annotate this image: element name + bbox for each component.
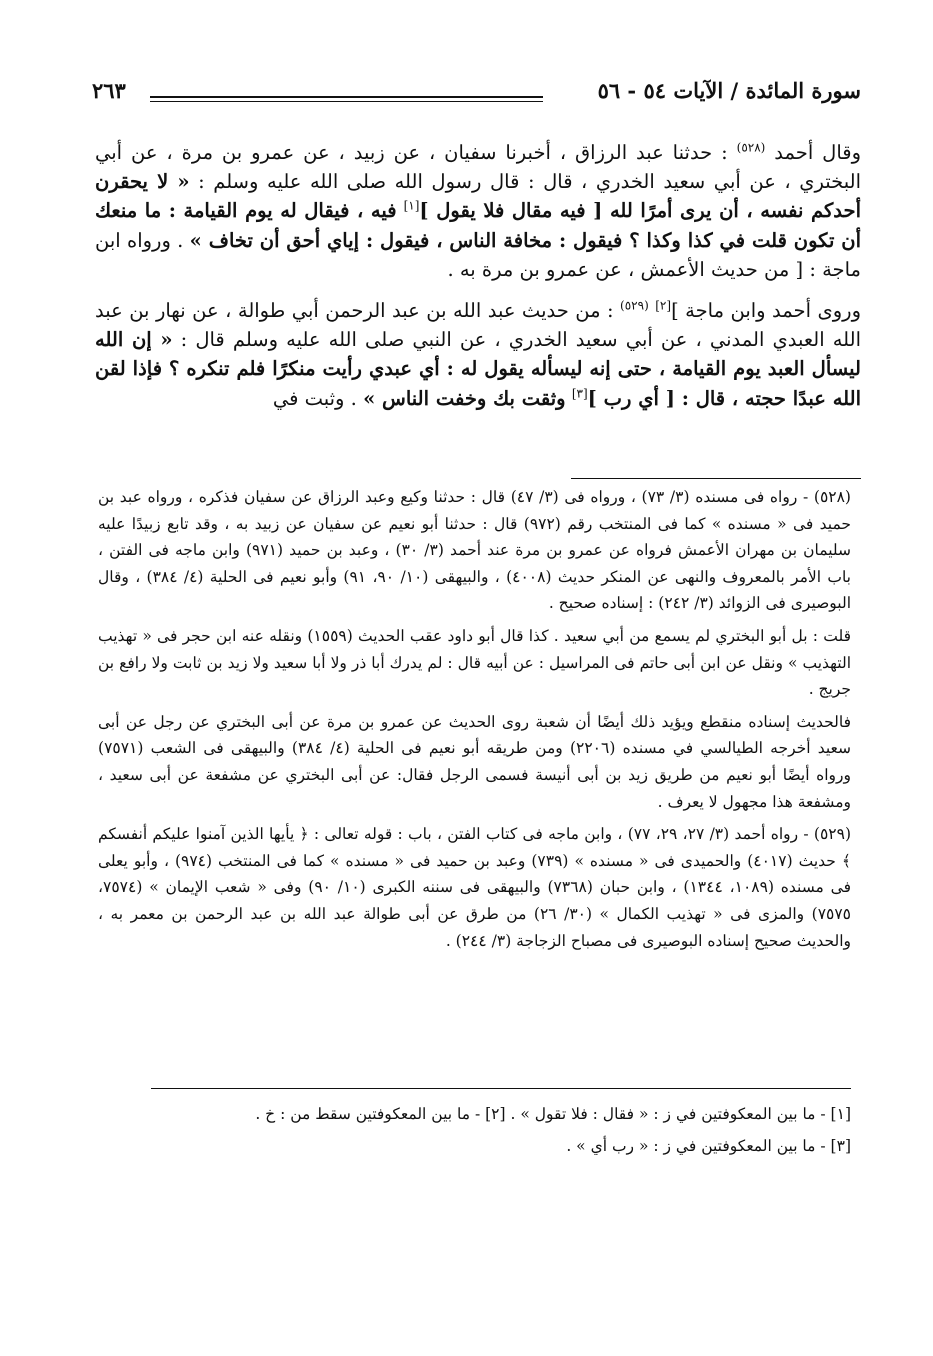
- footnotes: [98, 484, 851, 960]
- footnote-528-conclusion: [98, 709, 851, 815]
- footnote-text: قلت : بل أبو البختري لم يسمع من أبي سعيد . كذا قال أبو داود عقب الحديث (١٥٥٩) ونقله عنه ابن حجر فى « تهذيب التهذيب » ونقل عن ابن أبى حاتم فى المراسيل : عن أبيه قال : لم يدرك أبا ذر ولا أبا سعيد ولا زيد بن ثابت ولا رافع بن جريج .: [98, 626, 851, 699]
- paragraph-hadith-528: [95, 138, 861, 284]
- manuscript-variants: [98, 1098, 851, 1162]
- p1-matn-end: فيه ، فيقال له يوم القيامة : ما منعك أن تكون قلت في كذا وكذا ؟ فيقول : مخافة الناس ، فيقول : إياي أحق أن تخاف »: [95, 199, 861, 252]
- footnote-528-comment: [98, 623, 851, 703]
- footnote-separator: [571, 478, 861, 479]
- running-header: [92, 78, 861, 118]
- p1-isnad: : حدثنا عبد الرزاق ، أخبرنا سفيان ، عن زبيد ، عن عمرو بن مرة ، عن أبي البختري ، عن أبي سعيد الخدري ، قال : قال رسول الله صلى الله عليه وسلم :: [95, 141, 861, 194]
- p1-tail: . ورواه ابن ماجة : [ من حديث الأعمش ، عن عمرو بن مرة به .: [95, 228, 861, 281]
- variant-line-2: [٣] - ما بين المعكوفتين في ز : « رب أي » .: [566, 1137, 851, 1155]
- chapter-title: سورة المائدة / الآيات ٥٤ - ٥٦: [597, 78, 861, 103]
- variant-ref-3[interactable]: [٣]: [571, 386, 588, 401]
- footnote-528: [98, 484, 851, 617]
- footnote-529: [98, 821, 851, 954]
- p1-intro: وقال أحمد: [774, 141, 862, 164]
- footnote-ref-529[interactable]: (٥٢٩): [620, 298, 649, 313]
- footnote-number: (٥٢٩) -: [803, 825, 851, 844]
- main-text: [95, 138, 861, 425]
- footnote-ref-528[interactable]: (٥٢٨): [736, 140, 766, 155]
- footnote-text: رواه فى مسنده (٣/ ٧٣) ، ورواه فى (٣/ ٤٧) قال : حدثنا وكيع وعبد الرزاق عن سفيان فذكره ، ورواه عبد بن حميد فى « مسنده » كما فى المنتخب رقم (٩٧٢) قال : حدثنا أبو نعيم عن سفيان عن زبيد به ، وقد تابع زبيدًا عليه سليمان بن مهران الأعمش فرواه عن عمرو بن مرة عند أحمد (٣/ ٣٠) ، وعبد بن حميد (٩٧١) وابن ماجه فى الفتن ، باب الأمر بالمعروف والنهى عن المنكر حديث (٤٠٠٨) ، والبيهقى (١٠/ ٩٠، ٩١) وأبو نعيم فى الحلية (٤/ ٣٨٤) ، وقال البوصيرى فى الزوائد (٣/ ٢٤٢) : إسناده صحيح .: [98, 488, 852, 613]
- variant-ref-1[interactable]: [١]: [403, 198, 420, 213]
- paragraph-hadith-529: [95, 296, 861, 413]
- variant-ref-2[interactable]: [٢]: [655, 298, 672, 313]
- p2-matn-end: وثقت بك وخفت الناس »: [363, 386, 566, 410]
- p1-matn-start: « لا يحقرن أحدكم نفسه ، أن يرى أمرًا لله [ فيه مقال فلا يقول ]: [95, 170, 861, 223]
- page-number: ٢٦٣: [92, 78, 126, 103]
- variant-line-1: [١] - ما بين المعكوفتين في ز : « فقال : فلا تقول » . [٢] - ما بين المعكوفتين سقط من : خ .: [255, 1105, 851, 1123]
- p2-intro: وروى أحمد وابن ماجة ]: [671, 299, 862, 323]
- footnote-text: رواه أحمد (٣/ ٢٧، ٢٩، ٧٧) ، وابن ماجه فى كتاب الفتن ، باب : قوله تعالى : ﴿ يأيها الذين آمنوا عليكم أنفسكم ﴾ حديث (٤٠١٧) والحميدى فى « مسنده » (٧٣٩) وعبد بن حميد فى « مسنده » كما فى المنتخب (٩٧٤) ، وأبو يعلى فى مسنده (١٠٨٩، ١٣٤٤) ، وابن حبان (٧٣٦٨) والبيهقى فى سننه الكبرى (١٠/ ٩٠) وفى « شعب الإيمان » (٧٥٧٤، ٧٥٧٥) والمزى فى « تهذيب الكمال » (٣٠/ ٢٦) من طرق عن أبى طوالة عبد الله بن عبد الرحمن بن معمر به ، والحديث صحيح إسناده البوصيرى فى مصباح الزجاجة (٣/ ٢٤٤) .: [98, 825, 852, 950]
- footnote-text: فالحديث إسناده منقطع ويؤيد ذلك أيضًا أن شعبة روى الحديث عن عمرو بن مرة عن أبى البختري عن رجل عن أبى سعيد أخرجه الطيالسي في مسنده (٢٢٠٦) ومن طريقه أبو نعيم فى الحلية (٤/ ٣٨٤) والبيهقى فى الشعب (٧٥٧١) ورواه أيضًا أبو نعيم من طريق زيد بن أبى أنيسة فسمى الرجل فقال: عن أبى البختري عن مشفعة عن أبى سعيد ، ومشفعة هذا مجهول لا يعرف .: [98, 712, 851, 811]
- footnote-number: (٥٢٨) -: [802, 488, 851, 506]
- header-rule: [150, 96, 543, 102]
- p2-tail: . وثبت في: [272, 386, 357, 410]
- variants-separator: [151, 1088, 851, 1089]
- p2-isnad: : من حديث عبد الله بن عبد الرحمن أبي طوالة ، عن نهار بن عبد الله العبدي المدني ، عن أبي سعيد الخدري ، عن النبي صلى الله عليه وسلم قال :: [95, 299, 861, 352]
- p2-matn-start: « إن الله ليسأل العبد يوم القيامة ، حتى إنه ليسأله يقول له : أي عبدي رأيت منكرًا فلم تنكره ؟ فإذا لقن الله عبدًا حجته ، قال : [ أي رب ]: [95, 328, 861, 410]
